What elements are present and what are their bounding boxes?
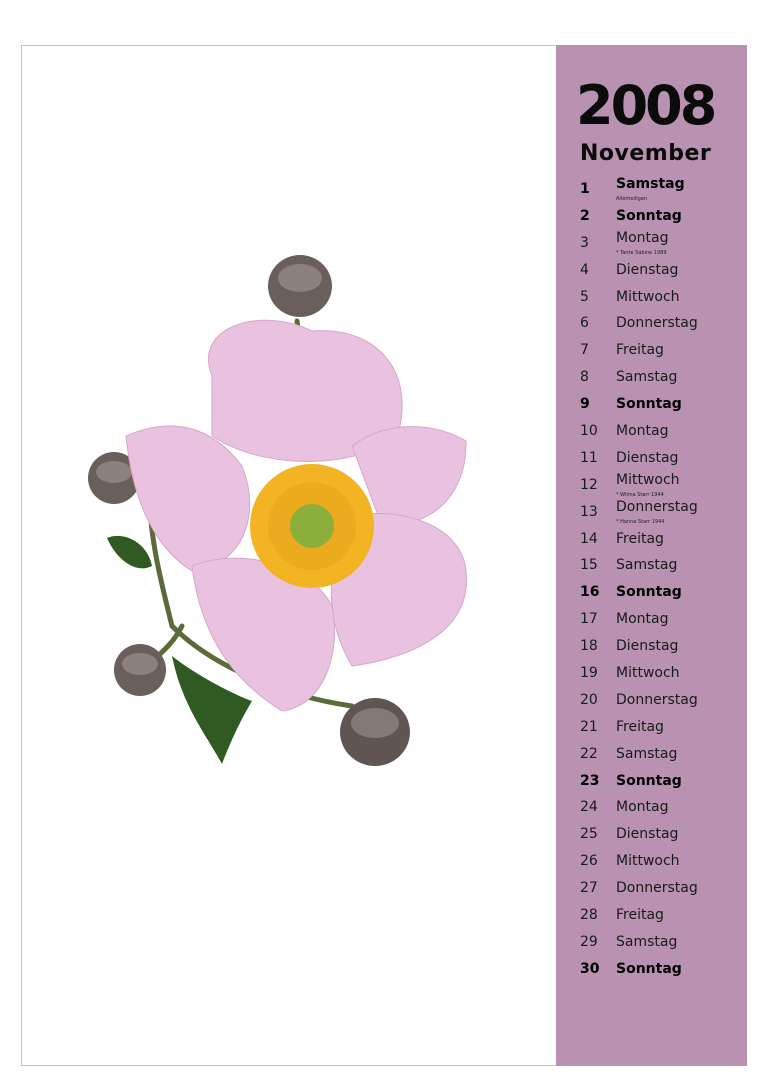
bud-highlight [122,653,158,675]
day-row [556,499,747,526]
weekday-name: Mittwoch [616,288,680,305]
weekday-name: Montag [616,611,669,628]
day-number: 8 [580,369,589,386]
day-row [556,337,747,364]
day-note: * Hanna Starr 1944 [616,518,665,525]
day-row [556,714,747,741]
day-row [556,902,747,929]
weekday-name: Sonntag [616,772,682,789]
weekday-name: Samstag [616,176,685,192]
day-row [556,606,747,633]
weekday-name: Freitag [616,530,664,547]
calendar-panel [556,45,747,1066]
day-number: 19 [580,665,598,682]
day-number: 16 [580,584,600,601]
day-number: 25 [580,826,598,843]
day-number: 10 [580,423,598,440]
bud-highlight [96,461,132,483]
day-number: 30 [580,960,600,977]
day-number: 24 [580,799,598,816]
day-row [556,794,747,821]
day-row [556,230,747,257]
weekday-name: Samstag [616,933,678,950]
day-row [556,310,747,337]
day-row [556,633,747,660]
day-row [556,257,747,284]
calendar-year: 2008 [576,74,715,137]
flower-photo [22,46,556,1065]
day-note: * Tante Sabine 1989 [616,249,667,256]
day-number: 27 [580,880,598,897]
leaf [107,536,152,569]
day-row [556,660,747,687]
day-number: 11 [580,449,598,466]
day-row [556,526,747,553]
weekday-name: Dienstag [616,826,679,843]
day-number: 18 [580,638,598,655]
day-row [556,579,747,606]
bud-highlight [278,264,322,292]
day-note: Allerheiligen [616,196,648,202]
day-row [556,848,747,875]
day-row [556,768,747,795]
weekday-name: Donnerstag [616,691,698,708]
weekday-name: Mittwoch [616,853,680,870]
weekday-name: Freitag [616,907,664,924]
day-number: 12 [580,476,598,493]
day-row [556,741,747,768]
petal [126,426,250,571]
day-row [556,687,747,714]
weekday-name: Montag [616,423,669,440]
day-row [556,875,747,902]
day-note: * Wilma Starr 1944 [616,491,664,498]
day-row [556,472,747,499]
day-number: 4 [580,261,589,278]
day-row [556,956,747,983]
day-number: 1 [580,181,590,197]
day-row [556,821,747,848]
weekday-name: Donnerstag [616,880,698,897]
day-number: 20 [580,691,598,708]
flower-pistil [290,504,334,548]
day-row [556,418,747,445]
day-number: 29 [580,933,598,950]
day-row [556,445,747,472]
anemone-flower-icon [22,46,556,1065]
day-number: 23 [580,772,600,789]
weekday-name: Montag [616,799,669,816]
weekday-name: Dienstag [616,449,679,466]
bud-highlight [351,708,399,738]
day-row [556,391,747,418]
weekday-name: Samstag [616,745,678,762]
day-number: 22 [580,745,598,762]
day-row [556,284,747,311]
weekday-name: Sonntag [616,960,682,977]
day-number: 17 [580,611,598,628]
day-number: 6 [580,315,589,332]
day-number: 26 [580,853,598,870]
day-row [556,929,747,956]
day-number: 15 [580,557,598,574]
day-number: 28 [580,907,598,924]
calendar-month: November [580,141,712,166]
weekday-name: Dienstag [616,261,679,278]
day-list [556,176,747,983]
weekday-name: Freitag [616,718,664,735]
weekday-name: Mittwoch [616,665,680,682]
weekday-name: Mittwoch [616,471,680,488]
weekday-name: Freitag [616,342,664,359]
day-number: 3 [580,234,589,251]
weekday-name: Sonntag [616,207,682,224]
day-row [556,552,747,579]
weekday-name: Dienstag [616,638,679,655]
day-number: 13 [580,503,598,520]
weekday-name: Samstag [616,557,678,574]
day-number: 21 [580,718,598,735]
weekday-name: Donnerstag [616,315,698,332]
day-number: 14 [580,530,598,547]
day-row [556,203,747,230]
day-number: 9 [580,396,590,413]
weekday-name: Sonntag [616,396,682,413]
weekday-name: Donnerstag [616,498,698,515]
day-row [556,176,747,203]
day-row [556,364,747,391]
day-number: 7 [580,342,589,359]
day-number: 5 [580,288,589,305]
weekday-name: Samstag [616,369,678,386]
weekday-name: Montag [616,229,669,246]
weekday-name: Sonntag [616,584,682,601]
day-number: 2 [580,207,590,224]
